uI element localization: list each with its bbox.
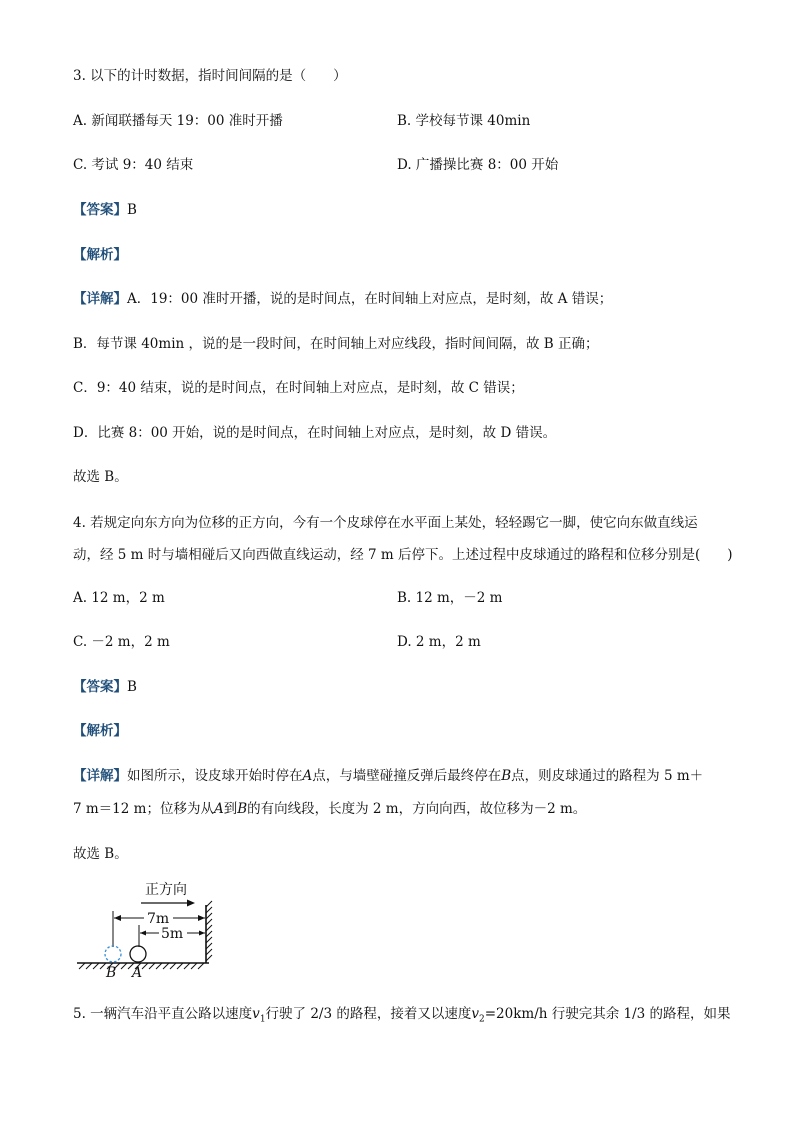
v2-symbol: v	[471, 1006, 479, 1022]
analysis-tag: 【解析】	[73, 723, 127, 739]
stem-text: 5. 一辆汽车沿平直公路以速度	[73, 1006, 253, 1022]
dim-7m-label: 7m	[147, 911, 170, 927]
v1-subscript: 1	[259, 1014, 266, 1025]
q4-option-c: C. －2 m，2 m	[73, 634, 170, 650]
detail-text: 点，与墙壁碰撞反弹后最终停在	[312, 768, 502, 784]
q4-detail-line-1	[73, 766, 703, 786]
q4-analysis-tag	[73, 721, 127, 741]
direction-label: 正方向	[145, 882, 187, 898]
answer-value: B	[127, 202, 137, 218]
q3-detail-line-1	[73, 289, 612, 309]
direction-arrowhead	[187, 900, 195, 907]
q4-answer	[73, 677, 137, 697]
dim-7m-arrow-left	[114, 915, 121, 921]
detail-text: 7 m＝12 m；位移为从	[73, 801, 214, 817]
q3-stem: 3. 以下的计时数据，指时间间隔的是（ ）	[73, 68, 347, 84]
q3-option-c: C. 考试 9：40 结束	[73, 157, 194, 173]
q4-option-a: A. 12 m，2 m	[73, 590, 165, 606]
q4-option-d: D. 2 m，2 m	[397, 634, 481, 650]
v2-subscript: 2	[479, 1014, 485, 1025]
q4-stem-line-1: 4. 若规定向东方向为位移的正方向，今有一个皮球停在水平面上某处，轻轻踢它一脚，使它向东做直线运	[73, 515, 698, 531]
point-a-label: A	[213, 801, 224, 817]
q4-option-b: B. 12 m，－2 m	[397, 590, 503, 606]
detail-text: A．19：00 准时开播，说的是时间点，在时间轴上对应点，是时刻，故 A 错误；	[127, 291, 613, 307]
q3-detail-line-4: D．比赛 8：00 开始，说的是时间点，在时间轴上对应点，是时刻，故 D 错误。	[73, 425, 557, 441]
point-b-label: B	[106, 965, 117, 977]
detail-text: 的有向线段，长度为 2 m，方向向西，故位移为－2 m。	[247, 801, 587, 817]
q3-detail-line-3: C．9：40 结束，说的是时间点，在时间轴上对应点，是时刻，故 C 错误；	[73, 380, 524, 396]
answer-value: B	[127, 679, 137, 695]
detail-tag: 【详解】	[73, 768, 127, 784]
dim-5m-arrow-right	[199, 931, 205, 936]
answer-tag: 【答案】	[73, 679, 127, 695]
ball-start-position-a	[130, 946, 146, 962]
detail-text: 点，则皮球通过的路程为 5 m＋	[511, 768, 704, 784]
q3-option-b: B. 学校每节课 40min	[397, 113, 531, 129]
q3-option-a: A. 新闻联播每天 19：00 准时开播	[73, 113, 283, 129]
v1-symbol: v	[252, 1006, 260, 1022]
ball-wall-diagram	[75, 881, 220, 977]
answer-tag: 【答案】	[73, 202, 127, 218]
ball-final-position-b	[105, 946, 121, 962]
stem-text: 行驶了 2/3 的路程，接着又以速度	[265, 1006, 472, 1022]
dim-5m-arrow-left	[140, 931, 146, 936]
point-b-label: B	[237, 801, 248, 817]
detail-text: 到	[223, 801, 238, 817]
point-b-label: B	[501, 768, 512, 784]
point-a-label: A	[302, 768, 313, 784]
dim-5m-label: 5m	[161, 926, 184, 942]
wall-hatch	[206, 901, 212, 961]
q3-conclusion: 故选 B。	[73, 469, 128, 485]
dim-7m-arrow-right	[198, 915, 205, 921]
q4-stem-line-2: 动，经 5 m 时与墙相碰后又向西做直线运动，经 7 m 后停下。上述过程中皮球通过的路程和位移分别是( )	[73, 547, 733, 563]
q3-detail-line-2: B．每节课 40min ，说的是一段时间，在时间轴上对应线段，指时间间隔，故 B 正确；	[73, 336, 599, 352]
q3-analysis-tag	[73, 245, 127, 265]
point-a-label: A	[132, 965, 143, 977]
q3-answer	[73, 200, 137, 220]
q4-detail-line-2	[73, 799, 586, 819]
q5-stem	[73, 1004, 731, 1030]
q4-conclusion: 故选 B。	[73, 846, 128, 862]
q3-option-d: D. 广播操比赛 8：00 开始	[397, 157, 559, 173]
stem-text: =20km/h 行驶完其余 1/3 的路程，如果	[484, 1006, 731, 1022]
detail-text: 如图所示，设皮球开始时停在	[127, 768, 303, 784]
detail-tag: 【详解】	[73, 291, 127, 307]
analysis-tag: 【解析】	[73, 247, 127, 263]
